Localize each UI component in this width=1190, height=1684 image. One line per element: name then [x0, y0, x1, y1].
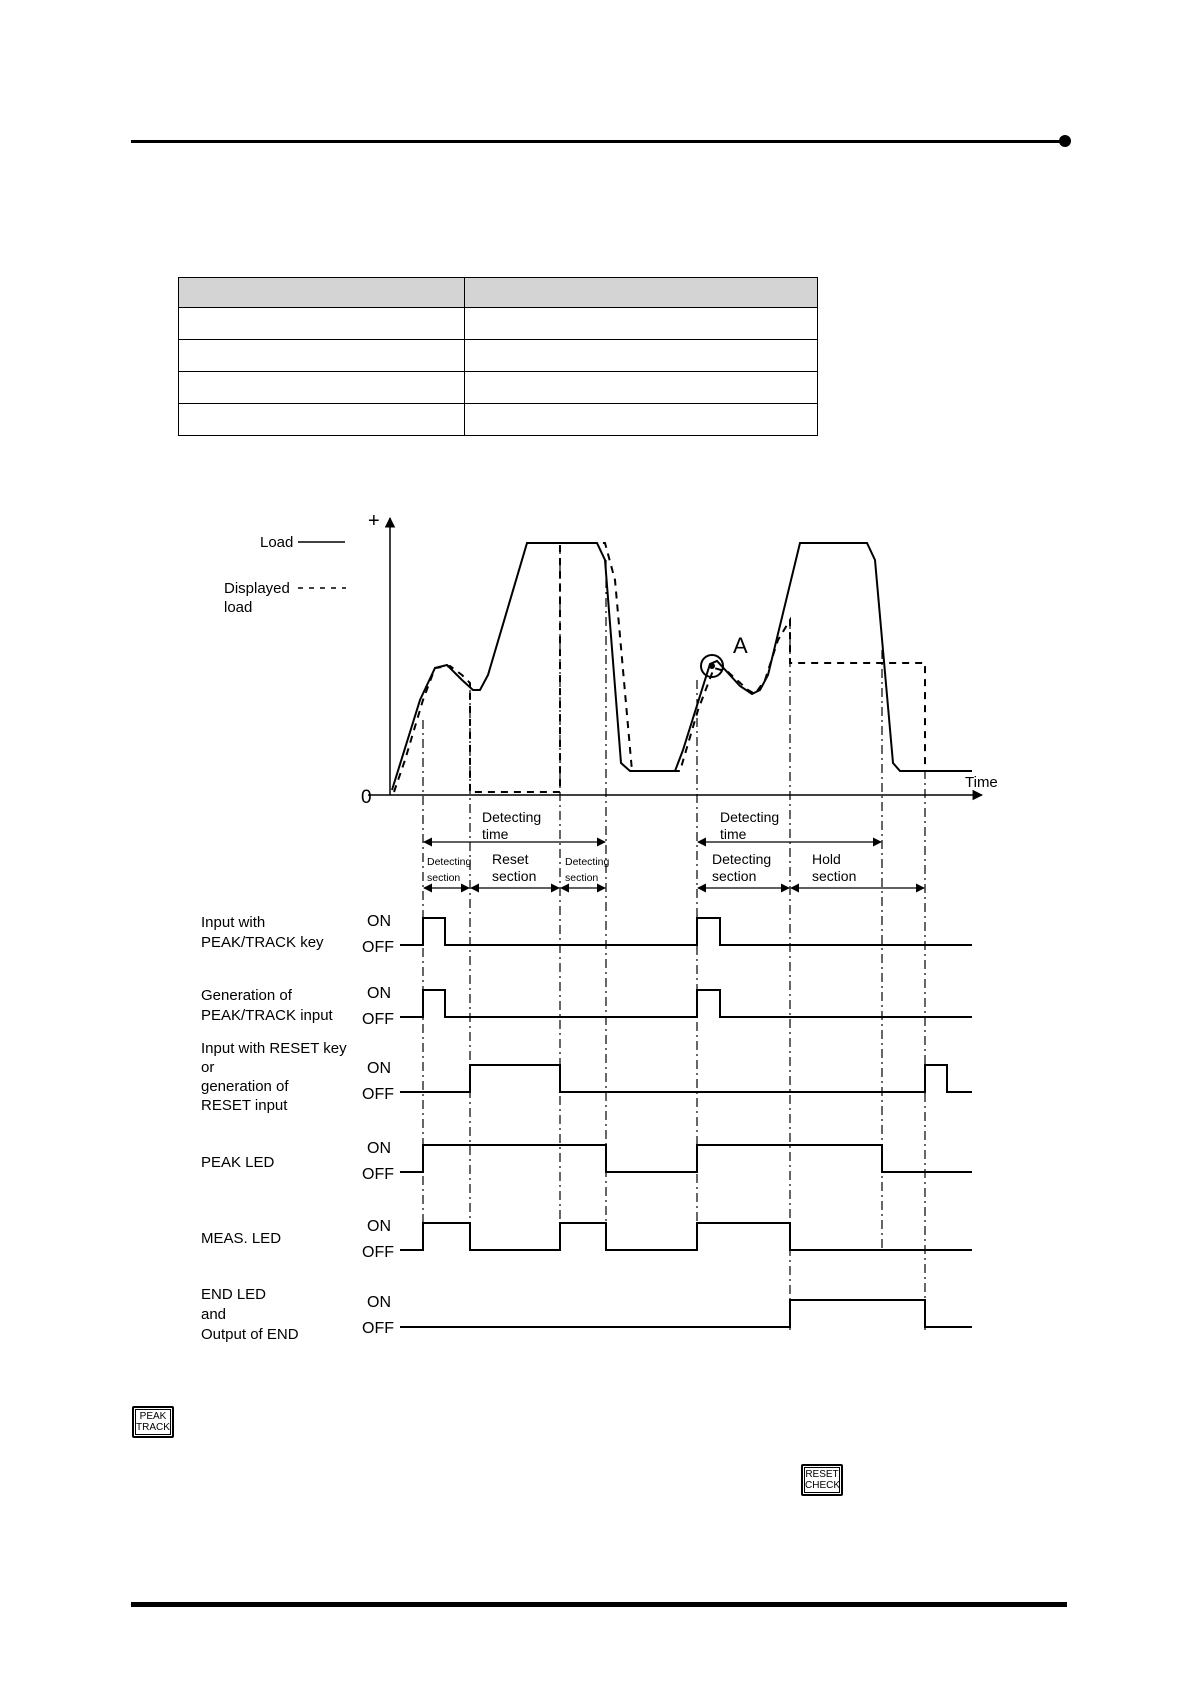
legend-displayed-label-2: load	[224, 599, 253, 616]
signal-label-reset-1: Input with RESET key	[201, 1040, 347, 1057]
on-off-labels	[362, 913, 394, 1337]
on-label: ON	[367, 1060, 391, 1077]
detecting-time-2-label-2: time	[720, 826, 747, 842]
waveforms	[400, 918, 972, 1327]
check-key-label: CHECK	[805, 1480, 841, 1491]
point-a-dot	[709, 663, 715, 669]
waveform-peak-led	[400, 1145, 972, 1172]
detecting-time-1-label-1: Detecting	[482, 809, 542, 825]
bottom-rule	[131, 1602, 1067, 1607]
waveform-peak-track-input	[400, 990, 972, 1017]
detecting-section-label-2: section	[712, 868, 757, 884]
hold-section-label-2: section	[812, 868, 857, 884]
small-detecting-1-label-1: Detecting	[427, 856, 472, 868]
signal-label-reset-2: or	[201, 1059, 215, 1076]
small-detecting-2-label-2: section	[565, 872, 599, 884]
on-label: ON	[367, 913, 391, 930]
time-reference-lines	[423, 545, 925, 1330]
load-curve	[392, 543, 972, 790]
off-label: OFF	[362, 1086, 394, 1103]
displayed-load-curve	[394, 543, 925, 792]
detecting-section-label-1: Detecting	[712, 851, 772, 867]
reset-check-key-icon	[801, 1464, 843, 1496]
legend-displayed-label-1: Displayed	[224, 580, 290, 597]
on-label: ON	[367, 1218, 391, 1235]
waveform-meas-led	[400, 1223, 972, 1250]
small-detecting-2-label-1: Detecting	[565, 856, 610, 868]
signal-label-peak-track-key-1: Input with	[201, 914, 266, 931]
signal-label-peak-track-input-2: PEAK/TRACK input	[201, 1007, 333, 1024]
signal-label-reset-3: generation of	[201, 1078, 289, 1095]
waveform-peak-track-key	[400, 918, 972, 945]
on-label: ON	[367, 1140, 391, 1157]
signal-label-end-2: and	[201, 1306, 227, 1323]
small-detecting-1-label-2: section	[427, 872, 461, 884]
peak-key-label: PEAK	[139, 1411, 167, 1422]
signal-label-peak-track-input-1: Generation of	[201, 987, 292, 1004]
y-axis-zero-label: 0	[361, 787, 372, 808]
legend-load-label: Load	[260, 534, 294, 551]
off-label: OFF	[362, 1166, 394, 1183]
reset-section-label-1: Reset	[492, 851, 529, 867]
detecting-time-2-label-1: Detecting	[720, 809, 780, 825]
detecting-time-1-label-2: time	[482, 826, 509, 842]
reset-key-label: RESET	[805, 1469, 839, 1480]
waveform-end-led	[400, 1300, 972, 1327]
off-label: OFF	[362, 1320, 394, 1337]
signal-label-meas-led: MEAS. LED	[201, 1230, 282, 1247]
reset-section-label-2: section	[492, 868, 537, 884]
signal-label-peak-track-key-2: PEAK/TRACK key	[201, 934, 324, 951]
hold-section-label-1: Hold	[812, 851, 841, 867]
waveform-reset-input	[400, 1065, 972, 1092]
point-a-label: A	[733, 633, 748, 658]
on-label: ON	[367, 985, 391, 1002]
signal-label-end-3: Output of END	[201, 1326, 299, 1343]
track-key-label: TRACK	[136, 1422, 170, 1433]
peak-track-key-icon	[132, 1406, 174, 1438]
off-label: OFF	[362, 939, 394, 956]
y-axis-plus-label: +	[368, 510, 380, 532]
signal-label-reset-4: RESET input	[201, 1097, 288, 1114]
signal-label-peak-led: PEAK LED	[201, 1154, 275, 1171]
off-label: OFF	[362, 1244, 394, 1261]
on-label: ON	[367, 1294, 391, 1311]
signal-label-end-1: END LED	[201, 1286, 267, 1303]
x-axis-time-label: Time	[965, 774, 998, 791]
off-label: OFF	[362, 1011, 394, 1028]
